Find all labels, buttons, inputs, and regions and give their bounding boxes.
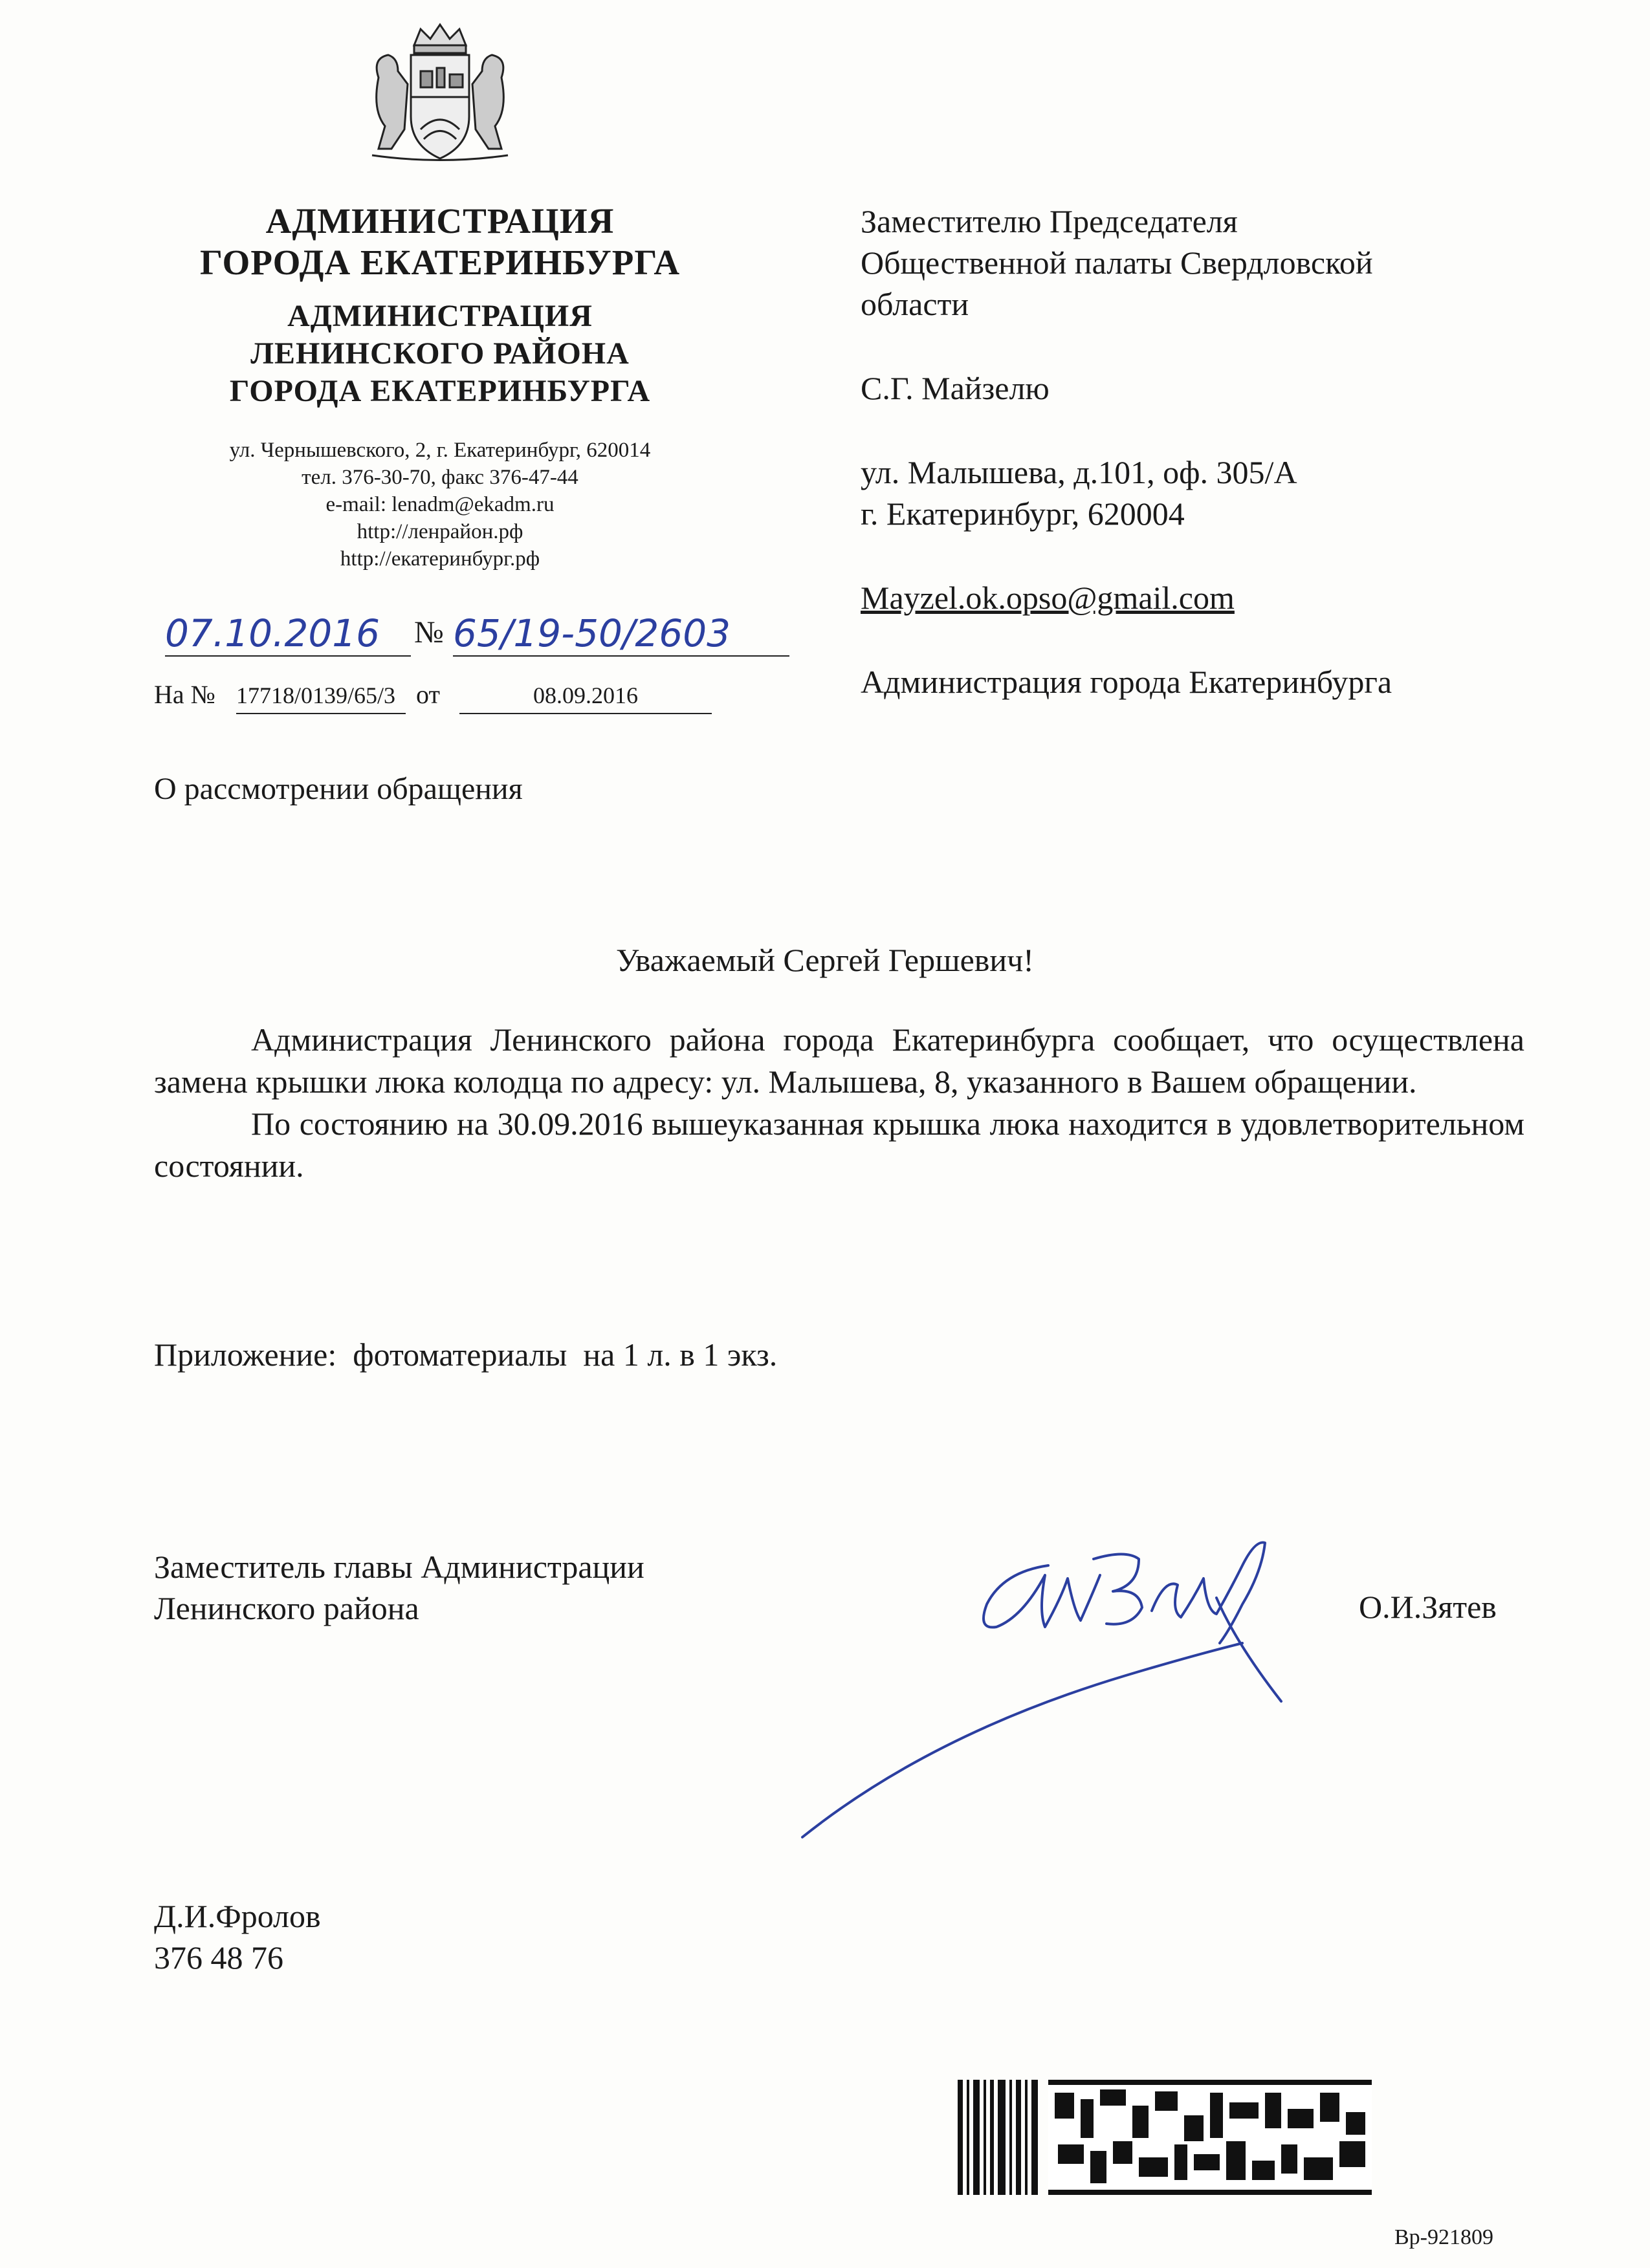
dept-line-2: ЛЕНИНСКОГО РАЙОНА — [250, 336, 630, 371]
recipient-address-1: ул. Малышева, д.101, оф. 305/А — [861, 454, 1297, 490]
number-sign: № — [414, 615, 444, 649]
recipient-name: С.Г. Майзелю — [861, 370, 1050, 406]
contact-phone: тел. 376-30-70, факс 376-47-44 — [302, 466, 578, 489]
signer-name: О.И.Зятев — [1359, 1589, 1497, 1625]
contact-block — [104, 437, 776, 572]
performer-block — [154, 1895, 321, 1978]
attachment-note: Приложение: фотоматериалы на 1 л. в 1 экз. — [154, 1336, 778, 1373]
reference-date: 08.09.2016 — [459, 682, 712, 714]
registration-number: 65/19-50/2603 — [453, 611, 789, 657]
org-line-2: ГОРОДА ЕКАТЕРИНБУРГА — [199, 243, 681, 282]
recipient-email-link[interactable]: Mayzel.ok.opso@gmail.com — [861, 580, 1235, 616]
performer-phone: 376 48 76 — [154, 1939, 283, 1976]
organization-name — [104, 201, 776, 283]
recipient-line-2: Общественной палаты Свердловской — [861, 245, 1373, 281]
recipient-block — [861, 201, 1605, 703]
org-line-1: АДМИНИСТРАЦИЯ — [265, 201, 615, 241]
registration-date: 07.10.2016 — [165, 611, 411, 657]
recipient-line-1: Заместителю Председателя — [861, 203, 1238, 239]
signer-position-line-2: Ленинского района — [154, 1590, 419, 1626]
letter-subject: О рассмотрении обращения — [154, 772, 523, 806]
handwritten-signature — [789, 1514, 1320, 1857]
recipient-address-2: г. Екатеринбург, 620004 — [861, 496, 1185, 532]
signer-position-line-1: Заместитель главы Администрации — [154, 1549, 644, 1585]
body-paragraph-1: Администрация Ленинского района города Екатеринбурга сообщает, что осуществлена замена крышки люка колодца по адресу: ул. Малышева, 8, указанного в Вашем обращении. — [154, 1021, 1524, 1100]
contact-site-1: http://ленрайон.рф — [357, 520, 523, 543]
signer-position — [154, 1546, 644, 1629]
contact-email: e-mail: lenadm@ekadm.ru — [325, 493, 555, 516]
barcode-code: Вр-921809 — [1394, 2225, 1493, 2249]
barcode-icon — [958, 2080, 1385, 2195]
dept-line-1: АДМИНИСТРАЦИЯ — [287, 299, 593, 333]
department-name — [104, 298, 776, 410]
letter-body — [154, 1019, 1524, 1187]
reference-from-label: от — [416, 680, 440, 709]
contact-address: ул. Чернышевского, 2, г. Екатеринбург, 620014 — [229, 439, 651, 462]
body-paragraph-2: По состоянию на 30.09.2016 вышеуказанная крышка люка находится в удовлетворительном состоянии. — [154, 1106, 1524, 1184]
coat-of-arms-icon — [359, 19, 521, 168]
copy-recipient: Администрация города Екатеринбурга — [861, 664, 1392, 700]
contact-site-2: http://екатеринбург.рф — [340, 547, 540, 571]
greeting: Уважаемый Сергей Гершевич! — [616, 942, 1034, 978]
reference-label: На № — [154, 680, 215, 709]
dept-line-3: ГОРОДА ЕКАТЕРИНБУРГА — [229, 374, 651, 408]
recipient-line-3: области — [861, 286, 969, 322]
performer-name: Д.И.Фролов — [154, 1898, 321, 1934]
reference-number: 17718/0139/65/3 — [236, 682, 406, 714]
